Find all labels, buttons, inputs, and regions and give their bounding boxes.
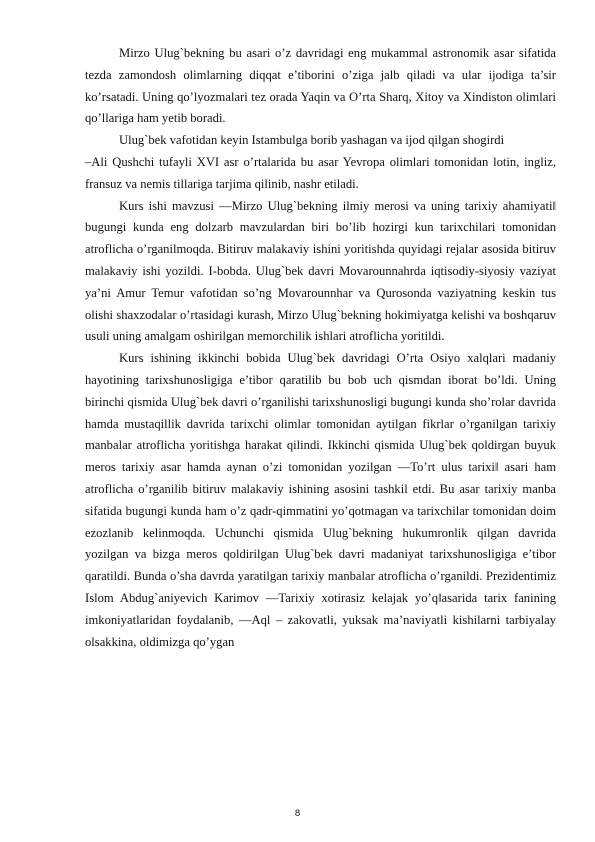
paragraph-4: Kurs ishi mavzusi ―Mirzo Ulug`bekning ilmiy merosi va uning tarixiy ahamiyati‖ bugungi kunda eng dolzarb mavzulardan biri bo’lib hozirgi kun tarixchilari tomonidan atroflicha o’rganilmoqda. Bitiruv malakaviy ishini yoritishda quyidagi rejalar asosida bitiruv malakaviy ishi yozildi. I-bobda. Ulug`bek davri Movarounnahrda iqtisodiy-siyosiy vaziyat ya’ni Amur Temur vafotidan so’ng Movarounnhar va Qurosonda vaziyatning keskin tus olishi shaxzodalar o’rtasidagi kurash, Mirzo Ulug`bekning hokimiyatga kelishi va boshqaruv usuli uning amalgam oshirilgan memorchilik ishlari atroflicha yoritildi. [85,198,556,344]
page-number: 8 [294,808,301,819]
paragraph-5: Kurs ishining ikkinchi bobida Ulug`bek davridagi O’rta Osiyo xalqlari madaniy hayotining tarixshunosligiga e’tibor qaratilib bu bob uch qismdan iborat bo’ldi. Uning birinchi qismida Ulug`bek davri o’rganilishi tarixshunosligi bugungi kunda sho’rolar davrida hamda mustaqillik davrida tarixchi olimlar tomonidan aytilgan fikrlar o’rganilgan tarixiy manbalar atroflicha yoritishga harakat qilindi. Ikkinchi qismida Ulug`bek qoldirgan buyuk meros tarixiy asar hamda aynan o’zi tomonidan yozilgan ―To’rt ulus tarixi‖ asari ham atroflicha o’rganilib bitiruv malakaviy ishining asosini tashkil etdi. Bu asar tarixiy manba sifatida bugungi kunda ham o’z qadr-qimmatini yo’qotmagan va tarixchilar tomonidan doim ezozlanib kelinmoqda. Uchunchi qismida Ulug`bekning hukumronlik qilgan davrida yozilgan va bizga meros qoldirilgan Ulug`bek davri madaniyat tarixshunosligiga e’tibor qaratildi. Bunda o’sha davrda yaratilgan tarixiy manbalar atroflicha o’rganildi. Prezidentimiz Islom Abdug`aniyevich Karimov ―Tarixiy xotirasiz kelajak yo’q‖asarida tarix fanining imkoniyatlaridan foydalanib, ―Aql – zakovatli, yuksak ma’naviyatli kishilarni tarbiyalay olsakkina, oldimizga qo’ygan [85,351,556,649]
paragraph-3: –Ali Qushchi tufayli XVI asr o’rtalarida bu asar Yevropa olimlari tomonidan lotin, ingliz, fransuz va nemis tillariga tarjima qilinib, nashr etiladi. [85,154,556,191]
body-text [85,43,556,653]
paragraph-2: Ulug`bek vafotidan keyin Istambulga borib yashagan va ijod qilgan shogirdi [119,133,505,148]
paragraph-1: Mirzo Ulug`bekning bu asari o’z davridagi eng mukammal astronomik asar sifatida tezda zamondosh olimlarning diqqat e’tiborini o’ziga jalb qiladi va ular ijodiga ta’sir ko’rsatadi. Uning qo’lyozmalari tez orada Yaqin va O’rta Sharq, Xitoy va Xindiston olimlari qo’llariga ham yetib boradi. [85,46,556,126]
